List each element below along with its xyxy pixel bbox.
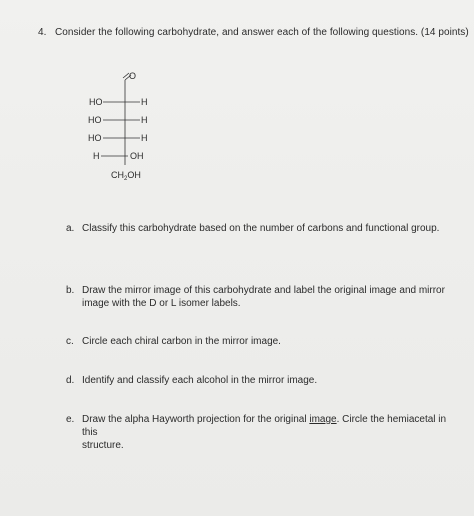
question-number: 4. — [38, 27, 47, 38]
carbonyl-oxygen: O — [129, 71, 137, 81]
item-e-letter: e. — [66, 414, 75, 425]
item-e-line-2: structure. — [82, 440, 124, 451]
row-4-left-group: H — [93, 151, 100, 161]
item-e-line-1-before: Draw the alpha Hayworth projection for the original — [82, 414, 310, 425]
ch2oh-oh: OH — [127, 170, 141, 180]
item-d-letter: d. — [66, 375, 75, 386]
item-b-letter: b. — [66, 285, 75, 296]
ch2oh-subscript: 2 — [124, 176, 128, 182]
item-a-text: Classify this carbohydrate based on the number of carbons and functional group. — [82, 223, 440, 234]
row-2-left-group: HO — [88, 115, 102, 125]
ch2oh-ch: CH — [111, 170, 124, 180]
row-3-left-group: HO — [88, 133, 102, 143]
item-a-letter: a. — [66, 223, 75, 234]
item-b-text — [82, 284, 462, 310]
row-1-right-group: H — [141, 97, 148, 107]
item-e-text — [82, 413, 462, 452]
item-c-text: Circle each chiral carbon in the mirror image. — [82, 336, 281, 347]
item-c-letter: c. — [66, 336, 74, 347]
item-e-underlined-word: image — [309, 414, 337, 425]
fischer-projection — [0, 0, 474, 200]
row-1-left-group: HO — [89, 97, 103, 107]
item-d-text: Identify and classify each alcohol in the mirror image. — [82, 375, 318, 386]
ch2oh-group — [111, 170, 141, 182]
row-2-right-group: H — [141, 115, 148, 125]
item-e-line-1-after: . Circle the hemiacetal in this — [82, 414, 447, 438]
item-b-line-1: Draw the mirror image of this carbohydrate and label the original image and mirror — [82, 285, 445, 296]
item-b-line-2: image with the D or L isomer labels. — [82, 298, 241, 309]
row-3-right-group: H — [141, 133, 148, 143]
question-text: Consider the following carbohydrate, and answer each of the following questions. (14 points) — [55, 27, 469, 38]
row-4-right-group: OH — [130, 151, 144, 161]
